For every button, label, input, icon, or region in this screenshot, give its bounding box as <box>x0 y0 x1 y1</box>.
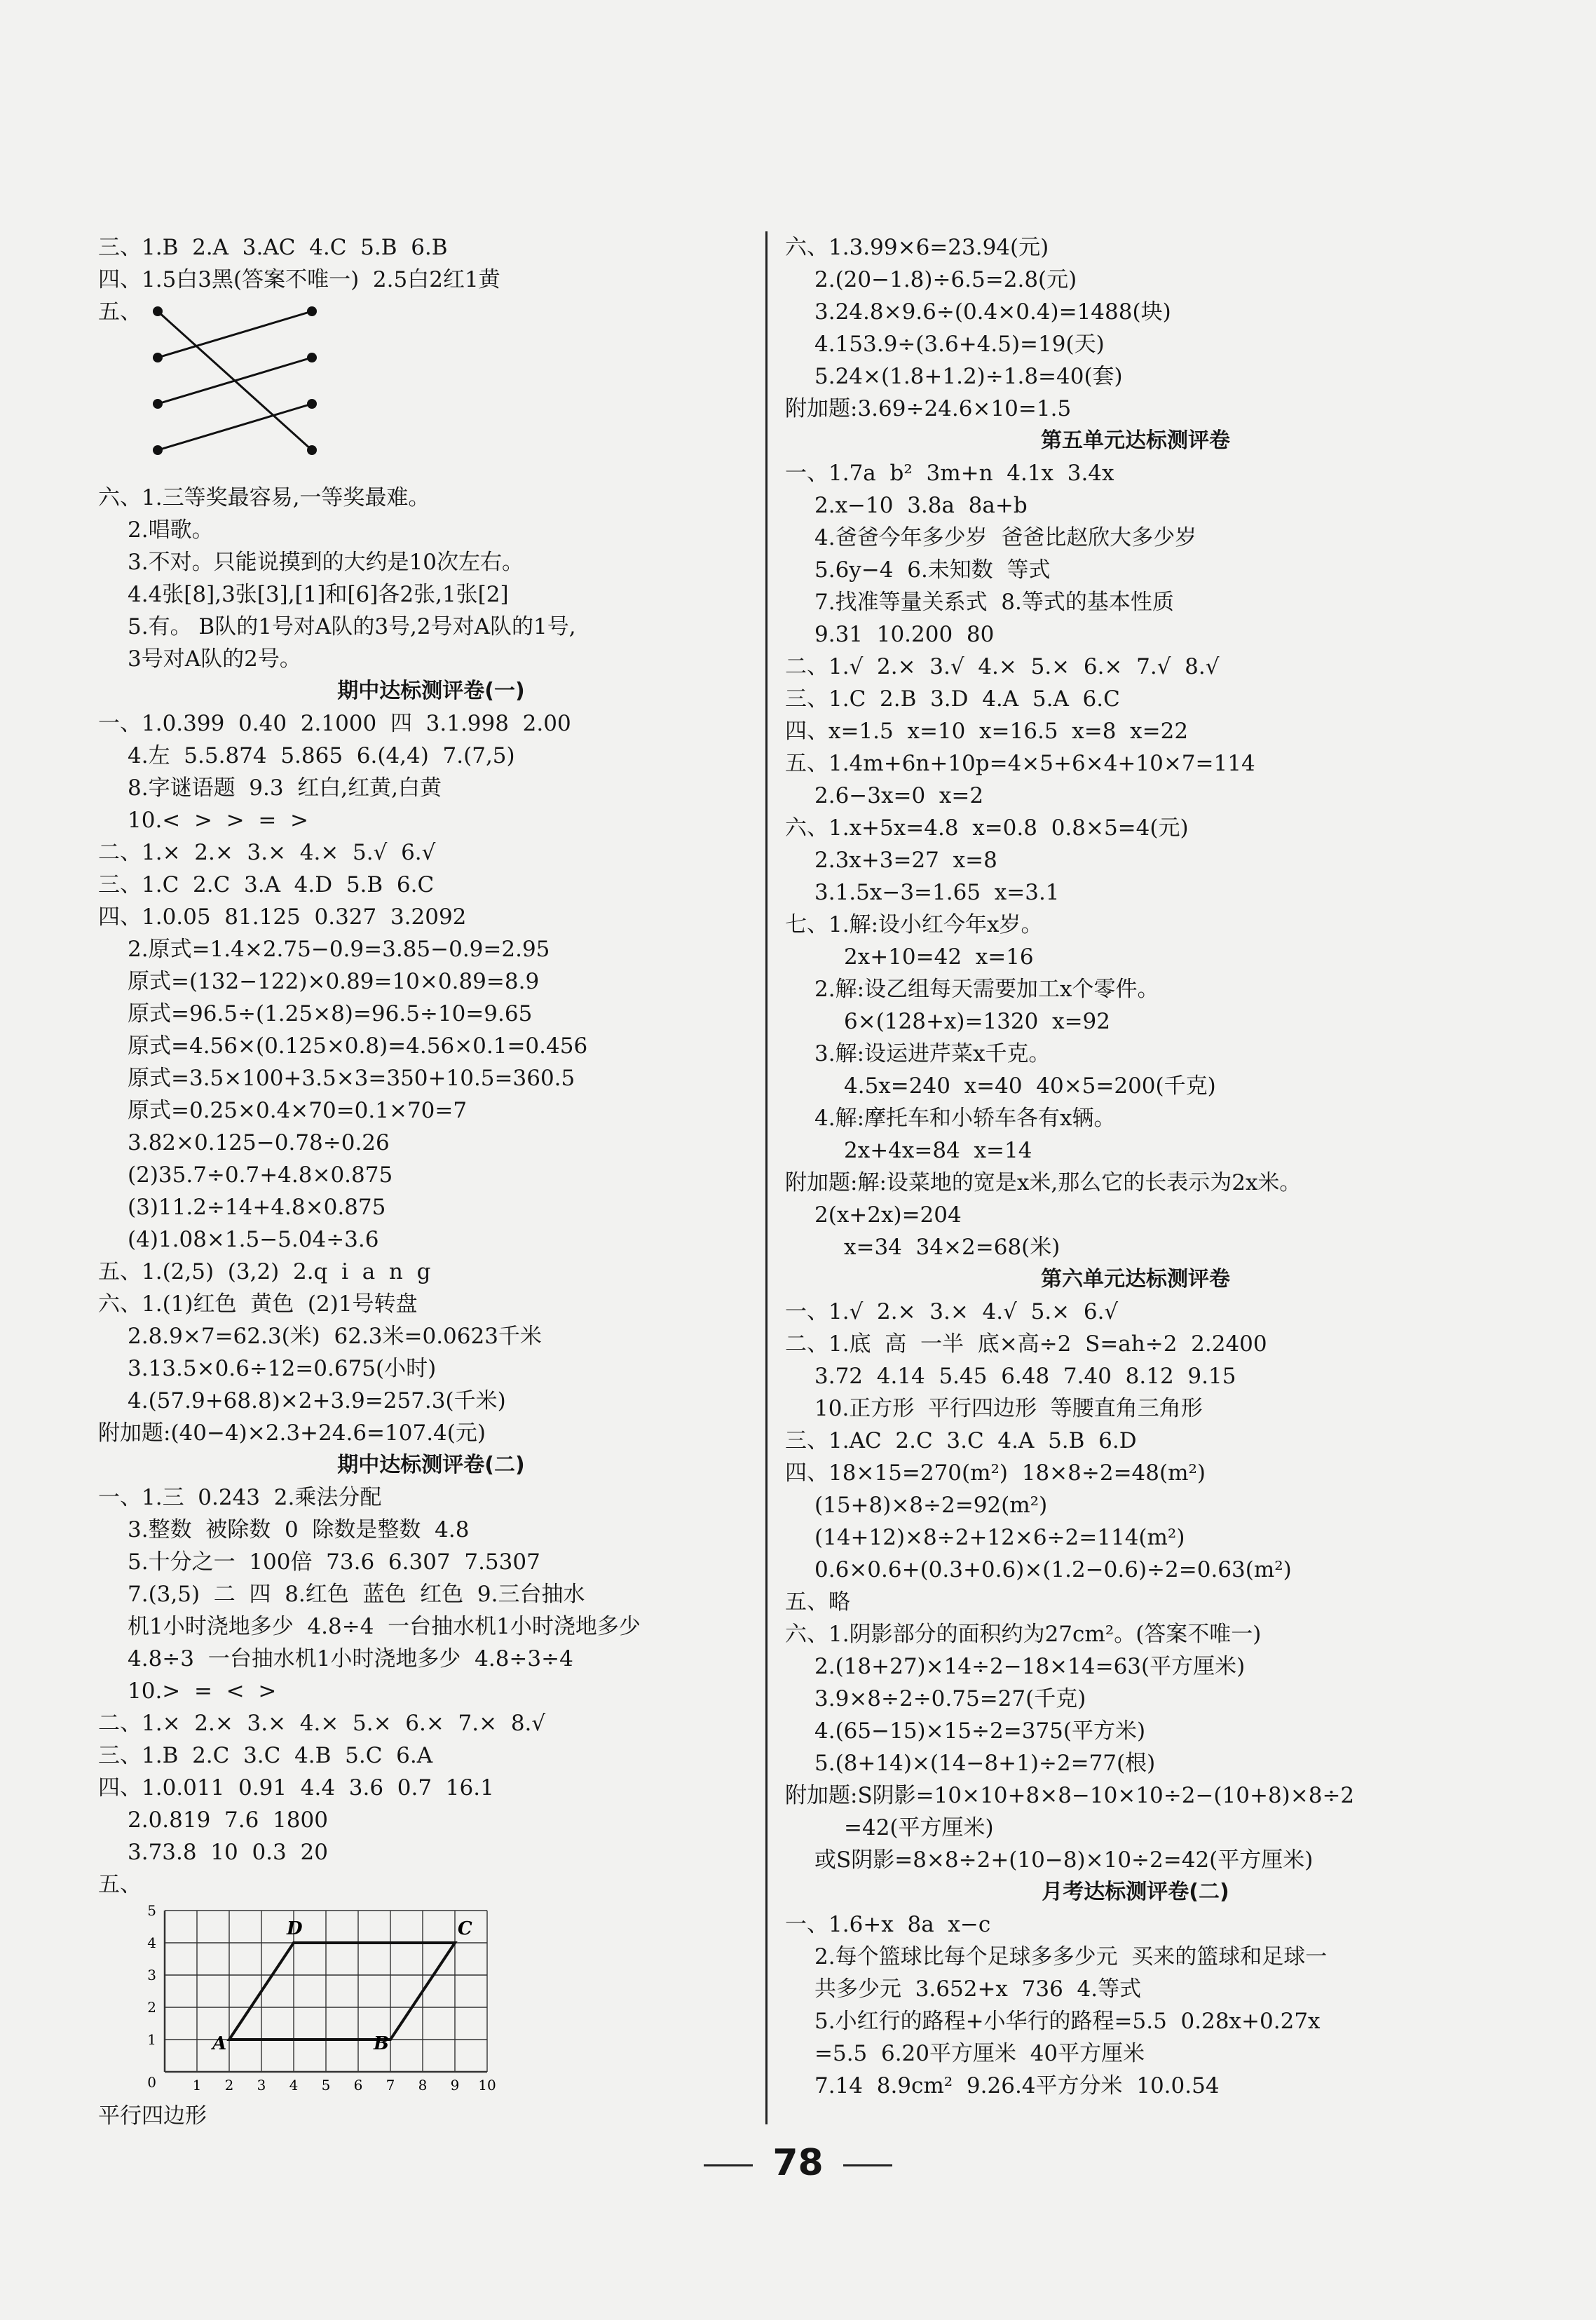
answer-line: 2.原式=1.4×2.75−0.9=3.85−0.9=2.95 <box>128 937 550 962</box>
match-line-3 <box>158 358 312 404</box>
answer-line: 附加题:3.69÷24.6×10=1.5 <box>785 396 1072 421</box>
match-line-2 <box>158 311 312 358</box>
coordinate-grid-figure <box>98 1868 533 2100</box>
x-tick-label: 7 <box>386 2077 395 2094</box>
point-label-d: D <box>287 1918 303 1939</box>
section-heading: 第六单元达标测评卷 <box>1041 1267 1230 1291</box>
answer-line: 4.(57.9+68.8)×2+3.9=257.3(千米) <box>128 1388 506 1413</box>
answer-line: 二、1.√ 2.× 3.√ 4.× 5.× 6.× 7.√ 8.√ <box>785 654 1220 679</box>
x-tick-label: 1 <box>192 2077 202 2094</box>
answer-line: 4.左 5.5.874 5.865 6.(4,4) 7.(7,5) <box>128 743 515 768</box>
answer-line: 四、18×15=270(m²) 18×8÷2=48(m²) <box>785 1460 1206 1486</box>
answer-line: 7.(3,5) 二 四 8.红色 蓝色 红色 9.三台抽水 <box>128 1582 585 1607</box>
answer-line: 2(x+2x)=204 <box>814 1202 962 1228</box>
answer-line: 原式=96.5÷(1.25×8)=96.5÷10=9.65 <box>128 1001 533 1026</box>
answer-line: 10.正方形 平行四边形 等腰直角三角形 <box>814 1396 1203 1421</box>
answer-line: 5.24×(1.8+1.2)÷1.8=40(套) <box>814 364 1123 389</box>
answer-line: (2)35.7÷0.7+4.8×0.875 <box>128 1162 393 1188</box>
answer-line: 2.3x+3=27 x=8 <box>814 848 997 873</box>
answer-line: 3.整数 被除数 0 除数是整数 4.8 <box>128 1517 470 1542</box>
answer-line: 附加题:解:设菜地的宽是x米,那么它的长表示为2x米。 <box>785 1170 1302 1195</box>
y-tick-label: 3 <box>147 1967 156 1983</box>
x-tick-label: 5 <box>321 2077 331 2094</box>
x-tick-label: 3 <box>257 2077 266 2094</box>
matching-block <box>98 296 764 482</box>
answer-line: 六、1.三等奖最容易,一等奖最难。 <box>98 485 430 510</box>
point-label-c: C <box>458 1918 472 1939</box>
x-tick-label: 8 <box>418 2077 428 2094</box>
answer-line: 一、1.三 0.243 2.乘法分配 <box>98 1485 382 1510</box>
answer-line: 3.82×0.125−0.78÷0.26 <box>128 1130 390 1155</box>
answer-line: 六、1.(1)红色 黄色 (2)1号转盘 <box>98 1291 418 1317</box>
answer-line: 5.(8+14)×(14−8+1)÷2=77(根) <box>814 1751 1156 1776</box>
answer-line: 0.6×0.6+(0.3+0.6)×(1.2−0.6)÷2=0.63(m²) <box>814 1557 1292 1582</box>
answer-line: 机1小时浇地多少 4.8÷4 一台抽水机1小时浇地多少 <box>128 1614 641 1639</box>
page-number-text: 78 <box>772 2142 824 2184</box>
answer-line: 4.(65−15)×15÷2=375(平方米) <box>814 1718 1146 1744</box>
answer-line: 3.13.5×0.6÷12=0.675(小时) <box>128 1356 437 1381</box>
answer-line: 2.8.9×7=62.3(米) 62.3米=0.0623千米 <box>128 1324 542 1349</box>
answer-line: 2.解:设乙组每天需要加工x个零件。 <box>814 977 1159 1002</box>
answer-line: 3.24.8×9.6÷(0.4×0.4)=1488(块) <box>814 299 1171 325</box>
page-number-dash-right <box>843 2164 892 2166</box>
answer-line: 2.6−3x=0 x=2 <box>814 783 984 808</box>
point-label-b: B <box>374 2033 389 2054</box>
answer-line: 共多少元 3.652+x 736 4.等式 <box>814 1976 1142 2002</box>
y-tick-label: 4 <box>147 1934 156 1951</box>
answer-line: 或S阴影=8×8÷2+(10−8)×10÷2=42(平方厘米) <box>814 1847 1314 1873</box>
answer-line: 六、1.阴影部分的面积约为27cm²。(答案不唯一) <box>785 1622 1262 1647</box>
answer-line: 2.(18+27)×14÷2−18×14=63(平方厘米) <box>814 1654 1246 1679</box>
answer-line: =42(平方厘米) <box>844 1815 994 1840</box>
answer-line: 10.> = < > <box>128 1678 277 1704</box>
answer-line: 一、1.√ 2.× 3.× 4.√ 5.× 6.√ <box>785 1299 1119 1324</box>
answer-line: 3.解:设运进芹菜x千克。 <box>814 1041 1051 1066</box>
y-tick-label: 5 <box>147 1902 156 1919</box>
answer-line: 四、1.0.05 81.125 0.327 3.2092 <box>98 904 467 930</box>
answer-line: 3.9×8÷2÷0.75=27(千克) <box>814 1686 1086 1711</box>
answer-line: 7.找准等量关系式 8.等式的基本性质 <box>814 590 1174 615</box>
x-tick-label: 6 <box>353 2077 363 2094</box>
matching-figure <box>98 296 350 482</box>
answer-line: 三、1.B 2.C 3.C 4.B 5.C 6.A <box>98 1743 433 1768</box>
answer-line: 3.73.8 10 0.3 20 <box>128 1840 328 1865</box>
x-tick-label: 10 <box>478 2077 496 2094</box>
answer-line: 4.4张[8],3张[3],[1]和[6]各2张,1张[2] <box>128 582 509 607</box>
section-heading: 第五单元达标测评卷 <box>1041 428 1230 453</box>
answer-line: (4)1.08×1.5−5.04÷3.6 <box>128 1227 379 1252</box>
answer-line: 一、1.6+x 8a x−c <box>785 1912 991 1937</box>
answer-line: 2.(20−1.8)÷6.5=2.8(元) <box>814 267 1077 292</box>
answer-line: 5.有。 B队的1号对A队的3号,2号对A队的1号, <box>128 614 576 639</box>
answer-line: 三、1.C 2.C 3.A 4.D 5.B 6.C <box>98 872 435 897</box>
answer-line: 9.31 10.200 80 <box>814 622 995 647</box>
answer-line: 五、 <box>98 299 142 325</box>
x-tick-label: 2 <box>224 2077 234 2094</box>
answer-line: x=34 34×2=68(米) <box>844 1235 1060 1260</box>
x-tick-label: 4 <box>289 2077 299 2094</box>
match-line-4 <box>158 404 312 450</box>
answer-line: =5.5 6.20平方厘米 40平方厘米 <box>814 2041 1145 2066</box>
answer-line: 6×(128+x)=1320 x=92 <box>844 1009 1110 1034</box>
answer-line: 5.小红行的路程+小华行的路程=5.5 0.28x+0.27x <box>814 2009 1321 2034</box>
answer-line: (3)11.2÷14+4.8×0.875 <box>128 1195 386 1220</box>
answer-line: 六、1.3.99×6=23.94(元) <box>785 235 1049 260</box>
answer-line: 10.< > > = > <box>128 808 309 833</box>
section-heading: 期中达标测评卷(一) <box>337 679 525 703</box>
point-label-a: A <box>212 2033 227 2054</box>
answer-line: 3.1.5x−3=1.65 x=3.1 <box>814 880 1060 905</box>
answer-line: 五、略 <box>785 1589 850 1615</box>
answer-line: (14+12)×8÷2+12×6÷2=114(m²) <box>814 1525 1185 1550</box>
answer-line: 3.72 4.14 5.45 6.48 7.40 8.12 9.15 <box>814 1364 1236 1389</box>
answer-line: 2.每个篮球比每个足球多多少元 买来的篮球和足球一 <box>814 1944 1328 1969</box>
answer-line: 三、1.B 2.A 3.AC 4.C 5.B 6.B <box>98 235 448 260</box>
answer-line: 3.不对。只能说摸到的大约是10次左右。 <box>128 550 524 575</box>
answer-line: 一、1.7a b² 3m+n 4.1x 3.4x <box>785 461 1114 486</box>
answer-line: 七、1.解:设小红今年x岁。 <box>785 912 1043 937</box>
answer-line: 平行四边形 <box>98 2103 207 2129</box>
answer-line: 2x+4x=84 x=14 <box>844 1138 1032 1163</box>
grid-block <box>98 1868 764 2100</box>
answer-line: 7.14 8.9cm² 9.26.4平方分米 10.0.54 <box>814 2073 1220 2098</box>
answer-line: 4.8÷3 一台抽水机1小时浇地多少 4.8÷3÷4 <box>128 1646 573 1671</box>
answer-line: 4.爸爸今年多少岁 爸爸比赵欣大多少岁 <box>814 525 1197 550</box>
right-column <box>785 231 1486 2102</box>
answer-line: 附加题:(40−4)×2.3+24.6=107.4(元) <box>98 1420 486 1446</box>
answer-line: 三、1.C 2.B 3.D 4.A 5.A 6.C <box>785 686 1120 712</box>
answer-line: 5.6y−4 6.未知数 等式 <box>814 557 1051 583</box>
answer-line: 一、1.0.399 0.40 2.1000 四 3.1.998 2.00 <box>98 711 571 736</box>
x-tick-label: 9 <box>450 2077 460 2094</box>
answer-line: 2x+10=42 x=16 <box>844 944 1034 970</box>
page-number-dash-left <box>704 2164 753 2166</box>
answer-line: 5.十分之一 100倍 73.6 6.307 7.5307 <box>128 1549 540 1575</box>
answer-line: 三、1.AC 2.C 3.C 4.A 5.B 6.D <box>785 1428 1137 1453</box>
answer-line: 四、x=1.5 x=10 x=16.5 x=8 x=22 <box>785 719 1189 744</box>
answer-line: 原式=3.5×100+3.5×3=350+10.5=360.5 <box>128 1066 575 1091</box>
y-tick-label: 1 <box>147 2031 156 2048</box>
answer-line: 8.字谜语题 9.3 红白,红黄,白黄 <box>128 775 442 801</box>
answer-line: 4.5x=240 x=40 40×5=200(千克) <box>844 1073 1216 1099</box>
column-divider <box>765 231 768 2124</box>
answer-line: 二、1.底 高 一半 底×高÷2 S=ah÷2 2.2400 <box>785 1331 1267 1357</box>
answer-line: 原式=(132−122)×0.89=10×0.89=8.9 <box>128 969 540 994</box>
answer-line: 4.解:摩托车和小轿车各有x辆。 <box>814 1106 1116 1131</box>
answer-line: 3号对A队的2号。 <box>128 646 301 672</box>
origin-label: 0 <box>147 2074 156 2091</box>
page-number <box>0 2142 1596 2184</box>
y-tick-label: 2 <box>147 1999 156 2016</box>
answer-line: 原式=0.25×0.4×70=0.1×70=7 <box>128 1098 468 1123</box>
answer-line: 六、1.x+5x=4.8 x=0.8 0.8×5=4(元) <box>785 815 1189 841</box>
parallelogram-shape <box>229 1943 455 2040</box>
section-heading: 期中达标测评卷(二) <box>337 1453 525 1477</box>
answer-line: 2.x−10 3.8a 8a+b <box>814 493 1028 518</box>
answer-line: 2.唱歌。 <box>128 517 214 543</box>
section-heading: 月考达标测评卷(二) <box>1042 1880 1229 1904</box>
answer-line: 附加题:S阴影=10×10+8×8−10×10÷2−(10+8)×8÷2 <box>785 1783 1355 1808</box>
answer-line: 四、1.5白3黑(答案不唯一) 2.5白2红1黄 <box>98 267 500 292</box>
answer-line: 二、1.× 2.× 3.× 4.× 5.√ 6.√ <box>98 840 436 865</box>
answer-line: 原式=4.56×(0.125×0.8)=4.56×0.1=0.456 <box>128 1033 588 1059</box>
left-column <box>98 231 764 2132</box>
answer-line: 五、1.4m+6n+10p=4×5+6×4+10×7=114 <box>785 751 1255 776</box>
answer-line: 4.153.9÷(3.6+4.5)=19(天) <box>814 332 1105 357</box>
answer-line: 二、1.× 2.× 3.× 4.× 5.× 6.× 7.× 8.√ <box>98 1711 546 1736</box>
answer-line: 2.0.819 7.6 1800 <box>128 1807 328 1833</box>
answer-line: 四、1.0.011 0.91 4.4 3.6 0.7 16.1 <box>98 1775 494 1800</box>
answer-line: 五、1.(2,5) (3,2) 2.q i a n g <box>98 1259 431 1284</box>
answer-line: 五、 <box>98 1872 142 1897</box>
answer-line: (15+8)×8÷2=92(m²) <box>814 1493 1048 1518</box>
